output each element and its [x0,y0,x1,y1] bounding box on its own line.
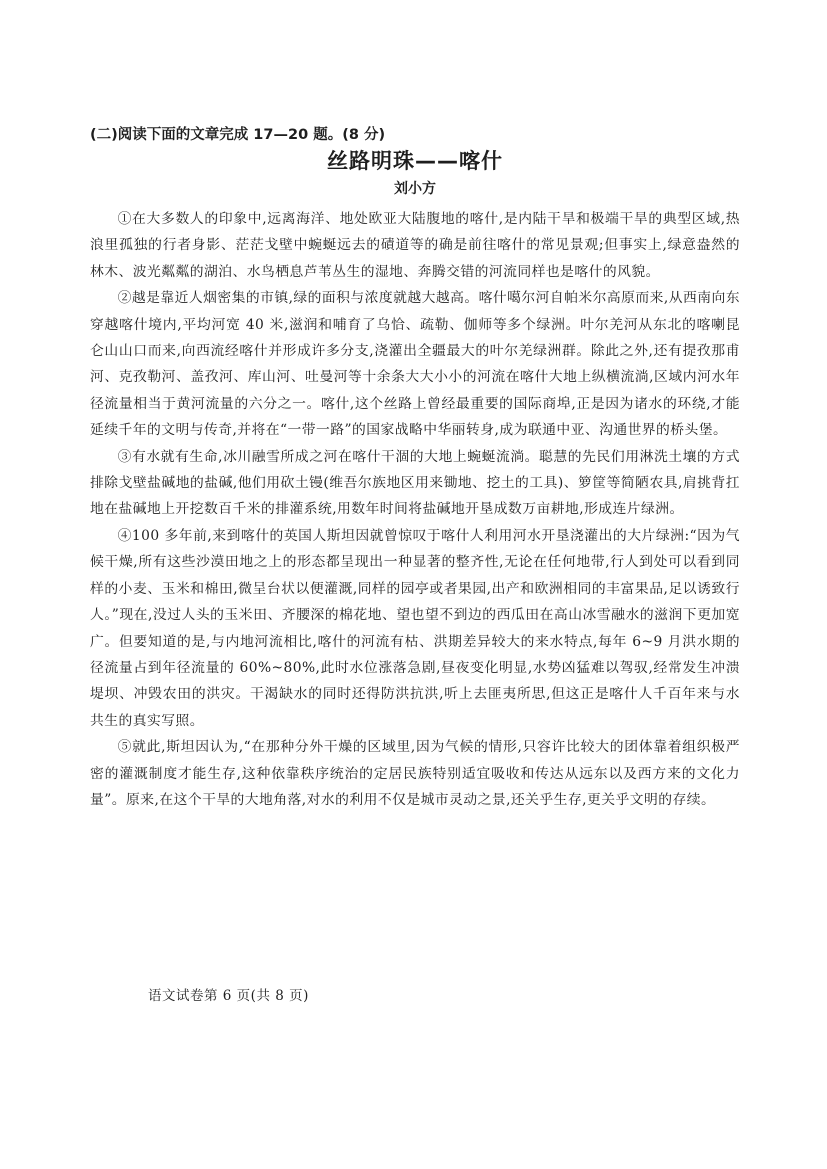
page-footer: 语文试卷第 6 页(共 8 页) [148,988,309,1004]
article-author: 刘小方 [394,181,436,197]
paragraph-5: ⑤就此,斯坦因认为,“在那种分外干燥的区域里,因为气候的情形,只容许比较大的团体靠着组织极严密的灌溉制度才能生存,这种依靠秩序统治的定居民族特别适宜吸收和传达从远东以及西方来的文化力量”。原来,在这个干旱的大地角落,对水的利用不仅是城市灵动之景,还关乎生存,更关乎文明的存续。 [90,739,740,808]
paragraph-4: ④100 多年前,来到喀什的英国人斯坦因就曾惊叹于喀什人利用河水开垦浇灌出的大片绿洲:“因为气候干燥,所有这些沙漠田地之上的形态都呈现出一种显著的整齐性,无论在任何地带,行人到处可以看到同样的小麦、玉米和棉田,微呈台状以便灌溉,同样的园亭或者果园,出产和欧洲相同的丰富果品,足以诱致行人。”现在,没过人头的玉米田、齐腰深的棉花地、望也望不到边的西瓜田在高山冰雪融水的滋润下更加宽广。但要知道的是,与内地河流相比,喀什的河流有枯、洪期差异较大的来水特点,每年 6~9 月洪水期的径流量占到年径流量的 60%~80%,此时水位涨落急剧,昼夜变化明显,水势凶猛难以驾驭,经常发生冲溃堤坝、冲毁农田的洪灾。干渴缺水的同时还得防洪抗洪,听上去匪夷所思,但这正是喀什人千百年来与水共生的真实写照。 [90,527,740,729]
paragraph-3: ③有水就有生命,冰川融雪所成之河在喀什干涸的大地上蜿蜒流淌。聪慧的先民们用淋洗土壤的方式排除戈壁盐碱地的盐碱,他们用砍土镘(维吾尔族地区用来锄地、挖土的工具)、箩筐等简陋农具,肩挑背扛地在盐碱地上开挖数百千米的排灌系统,用数年时间将盐碱地开垦成数万亩耕地,形成连片绿洲。 [90,448,740,518]
paragraph-2: ②越是靠近人烟密集的市镇,绿的面积与浓度就越大越高。喀什噶尔河自帕米尔高原而来,从西南向东穿越喀什境内,平均河宽 40 米,滋润和哺育了乌恰、疏勒、伽师等多个绿洲。叶尔羌河从东北的喀喇昆仑山山口而来,向西流经喀什并形成许多分支,浇灌出全疆最大的叶尔羌绿洲群。除此之外,还有提孜那甫河、克孜勒河、盖孜河、库山河、吐曼河等十余条大大小小的河流在喀什大地上纵横流淌,区域内河水年径流量相当于黄河流量的六分之一。喀什,这个丝路上曾经最重要的国际商埠,正是因为诸水的环绕,才能延续千年的文明与传奇,并将在“一带一路”的国家战略中华丽转身,成为联通中亚、沟通世界的桥头堡。 [90,290,740,439]
exam-page-content [90,124,740,813]
article-body [90,206,740,813]
paragraph-1: ①在大多数人的印象中,远离海洋、地处欧亚大陆腹地的喀什,是内陆干旱和极端干旱的典型区域,热浪里孤独的行者身影、茫茫戈壁中蜿蜒远去的磧道等的确是前往喀什的常见景观;但事实上,绿意盎然的林木、波光粼粼的湖泊、水鸟栖息芦苇丛生的湿地、奔腾交错的河流同样也是喀什的风貌。 [90,211,740,280]
article-title: 丝路明珠——喀什 [327,149,503,173]
section-header: (二)阅读下面的文章完成 17—20 题。(8 分) [90,127,386,143]
